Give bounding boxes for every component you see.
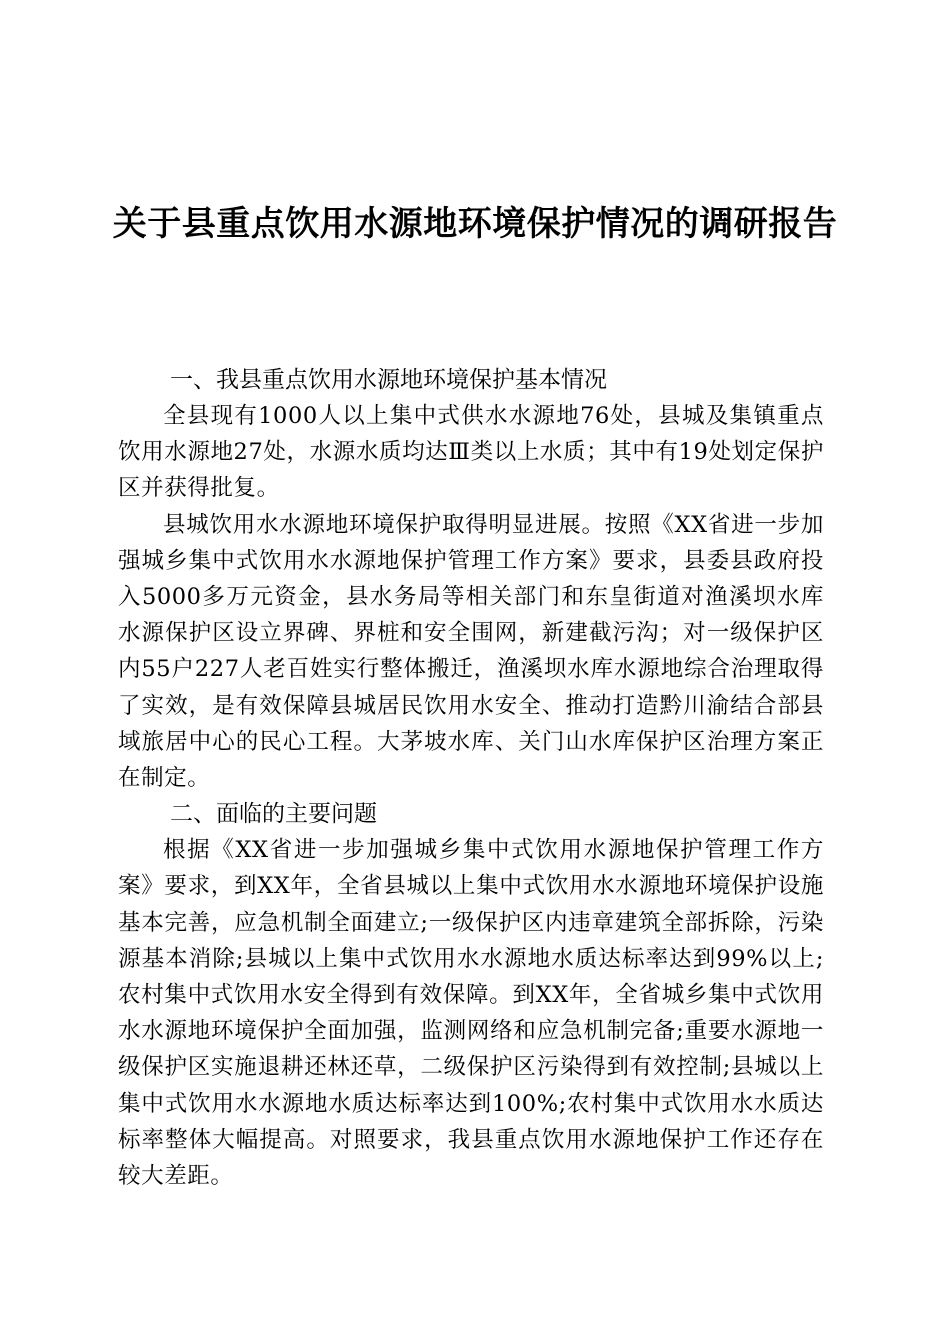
document-title: 关于县重点饮用水源地环境保护情况的调研报告 (112, 204, 838, 244)
section-heading: 一、我县重点饮用水源地环境保护基本情况 (170, 367, 607, 393)
document-body (118, 362, 824, 1194)
section-heading: 二、面临的主要问题 (170, 801, 377, 828)
paragraph: 县城饮用水水源地环境保护取得明显进展。按照《XX省进一步加强城乡集中式饮用水水源地保护管理工作方案》要求，县委县政府投入5000多万元资金，县水务局等相关部门和东皇街道对渔溪坝水库水源保护区设立界碑、界桩和安全围网，新建截污沟；对一级保护区内55户227人老百姓实行整体搬迁，渔溪坝水库水源地综合治理取得了实效，是有效保障县城居民饮用水安全、推动打造黔川渝结合部县域旅居中心的民心工程。大茅坡水库、关门山水库保护区治理方案正在制定。 (118, 511, 824, 792)
paragraph: 根据《XX省进一步加强城乡集中式饮用水源地保护管理工作方案》要求，到XX年，全省县城以上集中式饮用水水源地环境保护设施基本完善，应急机制全面建立;一级保护区内违章建筑全部拆除，污染源基本消除;县城以上集中式饮用水水源地水质达标率达到99%以上;农村集中式饮用水安全得到有效保障。到XX年，全省城乡集中式饮用水水源地环境保护全面加强，监测网络和应急机制完备;重要水源地一级保护区实施退耕还林还草，二级保护区污染得到有效控制;县城以上集中式饮用水水源地水质达标率达到100%;农村集中式饮用水水质达标率整体大幅提高。对照要求，我县重点饮用水源地保护工作还存在较大差距。 (118, 837, 824, 1190)
paragraph: 全县现有1000人以上集中式供水水源地76处，县城及集镇重点饮用水源地27处，水源水质均达Ⅲ类以上水质；其中有19处划定保护区并获得批复。 (118, 403, 824, 502)
section-basic-situation (118, 362, 824, 796)
section-main-problems (118, 796, 824, 1194)
